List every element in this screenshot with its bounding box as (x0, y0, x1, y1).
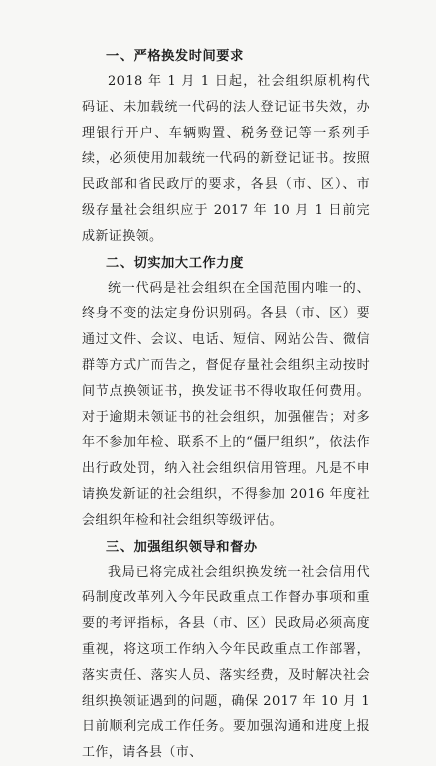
section-heading: 二、切实加大工作力度 (106, 255, 244, 271)
section-1 (82, 44, 370, 250)
section-3 (82, 535, 370, 766)
section-heading: 一、严格换发时间要求 (106, 49, 244, 64)
section-paragraph: 我局已将完成社会组织换发统一社会信用代码制度改革列入今年民政重点工作督办事项和重要的考评指标，各县（市、区）民政局必须高度重视，将这项工作纳入今年民政重点工作部署，落实责任、落实人员、落实经费，及时解决社会组织换领证遇到的问题，确保 2017 年 10 月 1 日前顺利完成工作任务。要加强沟通和进度上报工作，请各县（市、 (82, 564, 370, 761)
section-heading: 三、加强组织领导和督办 (106, 539, 258, 555)
section-paragraph: 2018 年 1 月 1 日起，社会组织原机构代码证、未加载统一代码的法人登记证书失效，办理银行开户、车辆购置、税务登记等一系列手续，必须使用加载统一代码的新登记证书。按照民政部和省民政厅的要求，各县（市、区）、市级存量社会组织应于 2017 年 10 月 1 日前完成新证换领。 (82, 74, 370, 244)
section-paragraph: 统一代码是社会组织在全国范围内唯一的、终身不变的法定身份识别码。各县（市、区）要通过文件、会议、电话、短信、网站公告、微信群等方式广而告之，督促存量社会组织主动按时间节点换领证书，换发证书不得收取任何费用。对于逾期未领证书的社会组织，加强催告；对多年不参加年检、联系不上的“僵尸组织”，依法作出行政处罚，纳入社会组织信用管理。凡是不申请换发新证的社会组织，不得参加 2016 年度社会组织年检和社会组织等级评估。 (82, 280, 370, 528)
section-2 (82, 251, 370, 534)
